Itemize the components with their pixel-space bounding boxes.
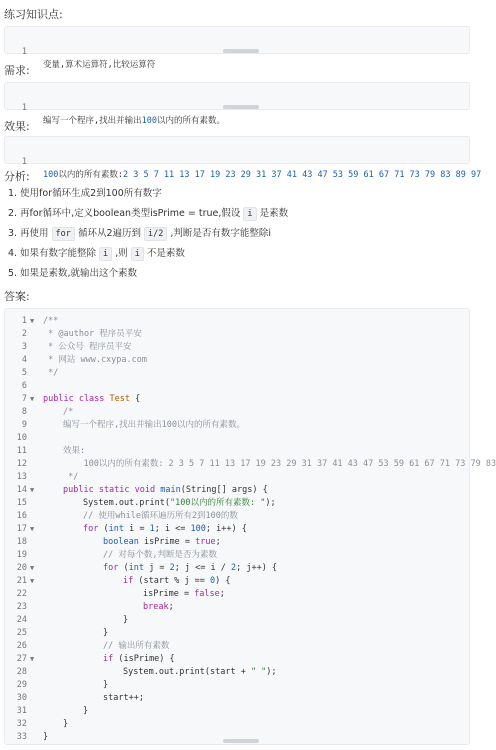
code-line: 5 */ xyxy=(21,368,59,378)
line-number: 1 xyxy=(21,157,27,167)
list-item: 1. 使用for循环生成2到100所有数字 xyxy=(8,188,162,199)
inline-code: i xyxy=(131,247,144,261)
code-line: 10 xyxy=(16,433,27,443)
code-line: 29 } xyxy=(16,680,109,690)
code-line: 14 ▼ public static void main(String[] args) { xyxy=(16,485,268,495)
list-item: 4. 如果有数字能整除 i ,则 i 不是素数 xyxy=(8,248,185,259)
line-number: 1 xyxy=(21,103,27,113)
code-line: 4 * 网站 www.cxypa.com xyxy=(21,355,147,365)
code-line: 12 100以内的所有素数: 2 3 5 7 11 13 17 19 23 29 31 37 41 43 47 53 59 61 67 71 73 79 83 xyxy=(16,459,496,469)
knowledge-title: 练习知识点: xyxy=(4,8,63,21)
knowledge-code-block xyxy=(4,26,470,70)
analysis-list xyxy=(8,184,288,284)
list-item: 2. 再for循环中,定义boolean类型isPrime = true,假设 i 是素数 xyxy=(8,208,289,219)
code-line: 21 ▼ if (start % j == 0) { xyxy=(16,576,231,586)
code-line: 22 isPrime = false; xyxy=(16,589,225,599)
code-line: 33 } xyxy=(16,732,49,742)
fold-arrow-icon[interactable]: ▼ xyxy=(30,655,35,663)
code-line: 2 * @author 程序员平安 xyxy=(21,329,142,339)
list-item: 3. 再使用 for 循环从2遍历到 i/2 ,判断是否有数字能整除i xyxy=(8,228,272,239)
analysis-title: 分析: xyxy=(4,170,30,183)
fold-arrow-icon[interactable]: ▼ xyxy=(30,317,35,325)
code-line: 20 ▼ for (int j = 2; j <= i / 2; j++) { xyxy=(16,563,278,573)
code-line: 25 } xyxy=(16,628,109,638)
code-line: 15 System.out.print("100以内的所有素数: "); xyxy=(16,498,276,508)
inline-code: i/2 xyxy=(144,227,167,241)
fold-arrow-icon[interactable]: ▼ xyxy=(30,486,35,494)
fold-arrow-icon[interactable]: ▼ xyxy=(30,525,35,533)
requirement-code-block xyxy=(4,82,470,126)
inline-code: i xyxy=(243,207,256,221)
requirement-title: 需求: xyxy=(4,64,30,77)
fold-arrow-icon[interactable]: ▼ xyxy=(30,564,35,572)
list-item: 5. 如果是素数,就输出这个素数 xyxy=(8,268,138,279)
answer-title: 答案: xyxy=(4,290,30,303)
code-line: 32 } xyxy=(16,719,69,729)
code-text: 变量,算术运算符,比较运算符 xyxy=(43,60,156,70)
code-line: 17 ▼ for (int i = 1; i <= 100; i++) { xyxy=(16,524,247,534)
code-line: 19 // 对每个数,判断是否为素数 xyxy=(16,550,217,560)
fold-arrow-icon[interactable]: ▼ xyxy=(30,577,35,585)
horizontal-scrollbar[interactable] xyxy=(223,739,259,743)
code-line: 31 } xyxy=(16,706,89,716)
code-line: 3 * 公众号 程序员平安 xyxy=(21,342,132,352)
answer-code-block xyxy=(4,308,496,745)
code-line: 9 编写一个程序,找出并输出100以内的所有素数。 xyxy=(21,420,245,430)
code-line: 11 效果: xyxy=(16,446,86,456)
code-line: 1 ▼ /** xyxy=(21,316,59,326)
inline-code: for xyxy=(52,227,75,241)
code-line xyxy=(5,33,469,70)
code-line: 8 /* xyxy=(21,407,74,417)
code-text: 编写一个程序,找出并输出100以内的所有素数。 xyxy=(43,116,225,126)
code-line: 26 // 输出所有素数 xyxy=(16,641,170,651)
fold-arrow-icon[interactable]: ▼ xyxy=(30,395,35,403)
code-line: 13 */ xyxy=(16,472,79,482)
code-line xyxy=(5,89,469,126)
code-text: 100以内的所有素数:2 3 5 7 11 13 17 19 23 29 31 37 41 43 47 53 59 61 67 71 73 79 83 89 97 xyxy=(43,170,482,180)
code-line: 16 // 使用while循环遍历所有2到100的数 xyxy=(16,511,238,521)
code-line: 28 System.out.print(start + " "); xyxy=(16,667,277,677)
code-line: 18 boolean isPrime = true; xyxy=(16,537,221,547)
horizontal-scrollbar[interactable] xyxy=(223,105,259,109)
code-line: 6 xyxy=(21,381,27,391)
line-number: 1 xyxy=(21,47,27,57)
horizontal-scrollbar[interactable] xyxy=(223,49,259,53)
effect-title: 效果: xyxy=(4,120,30,133)
code-line: 24 } xyxy=(16,615,129,625)
inline-code: i xyxy=(99,247,112,261)
code-line: 23 break; xyxy=(16,602,174,612)
code-line: 27 ▼ if (isPrime) { xyxy=(16,654,175,664)
code-line: 30 start++; xyxy=(16,693,144,703)
code-line: 7 ▼ public class Test { xyxy=(21,394,141,404)
code-lines xyxy=(5,315,496,744)
